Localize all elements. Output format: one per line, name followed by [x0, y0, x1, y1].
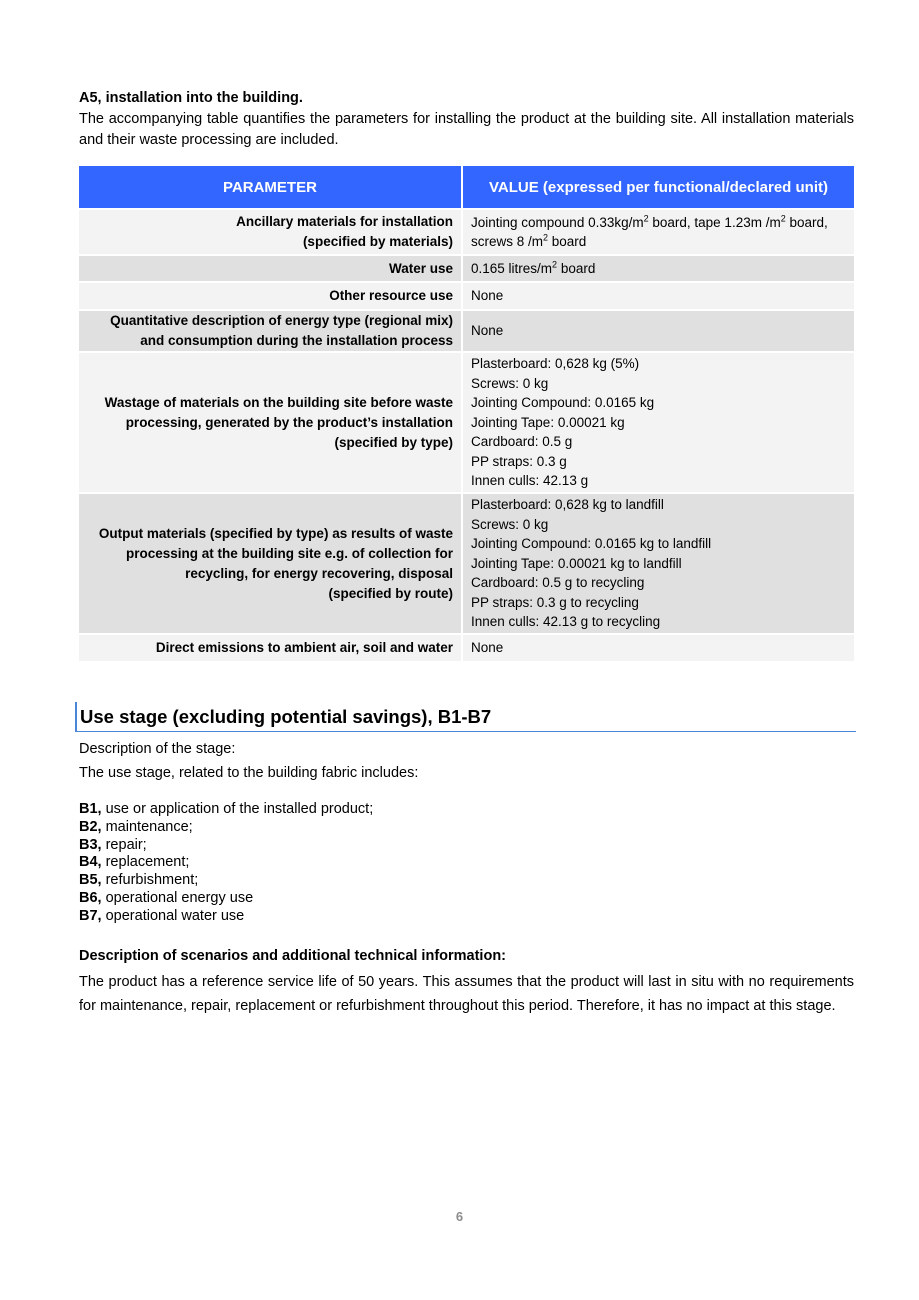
table-row — [79, 209, 854, 255]
value-line: Jointing Compound: 0.0165 kg to landfill — [471, 536, 712, 552]
value-line: Jointing Tape: 0.00021 kg — [471, 414, 625, 430]
use-stage-text: repair; — [101, 836, 147, 853]
use-stage-code: B1, — [79, 801, 102, 817]
parameter-line: Ancillary materials for installation — [236, 214, 453, 229]
parameter-cell — [79, 209, 462, 255]
value-cell — [462, 310, 854, 352]
parameter-cell — [79, 634, 462, 661]
use-stage-text: refurbishment; — [101, 872, 199, 889]
value-cell — [462, 352, 854, 493]
use-stage-code: B2, — [79, 818, 102, 835]
use-stage-code: B6, — [79, 889, 102, 906]
use-stage-code: B5, — [79, 872, 102, 889]
value-line: Cardboard: 0.5 g — [471, 434, 573, 450]
parameter-cell — [79, 282, 462, 310]
value-line: Jointing Tape: 0.00021 kg to landfill — [471, 555, 682, 571]
parameter-line: Wastage of materials on the building site before waste — [104, 394, 453, 410]
use-stage-item — [79, 819, 373, 837]
table-row — [79, 255, 854, 282]
parameter-cell — [79, 310, 462, 352]
value-line: None — [471, 640, 504, 656]
value-line: Cardboard: 0.5 g to recycling — [471, 575, 645, 591]
value-cell — [462, 493, 854, 634]
parameter-cell — [79, 493, 462, 634]
table-row — [79, 310, 854, 352]
value-line: Innen culls: 42.13 g — [471, 473, 589, 489]
scenarios-text: The product has a reference service life of 50 years. This assumes that the product will last in situ with no requirements for maintenance, repair, replacement or refurbishment throughout this period. Therefore, it has no impact at this stage. — [79, 974, 854, 1014]
use-stage-desc-label: Description of the stage: — [79, 741, 236, 757]
parameter-line: Direct emissions to ambient air, soil and water — [155, 640, 453, 655]
parameter-line: processing at the building site e.g. of collection for — [125, 545, 453, 561]
parameter-line: Other resource use — [329, 288, 453, 303]
parameter-cell — [79, 352, 462, 493]
installation-parameters-table — [79, 166, 854, 661]
value-line: Jointing Compound: 0.0165 kg — [471, 395, 655, 411]
value-line: Innen culls: 42.13 g to recycling — [471, 614, 661, 630]
value-line: Screws: 0 kg — [471, 375, 549, 391]
value-cell — [462, 282, 854, 310]
section-a5-heading: A5, installation into the building. — [79, 90, 303, 106]
table-row — [79, 493, 854, 634]
value-line: PP straps: 0.3 g to recycling — [471, 594, 639, 610]
use-stage-text: operational energy use — [101, 889, 254, 906]
use-stage-code: B7, — [79, 907, 102, 924]
table-row — [79, 282, 854, 310]
use-stage-item — [79, 854, 373, 872]
value-line: 0.165 litres/$m^2$ board — [471, 259, 596, 276]
table-body — [79, 209, 854, 661]
page-number: 6 — [455, 1209, 464, 1224]
parameter-line: and consumption during the installation process — [140, 333, 453, 348]
value-line: None — [471, 323, 504, 339]
parameter-line: processing, generated by the product’s installation — [125, 414, 453, 430]
parameter-line: Output materials (specified by type) as results of waste — [98, 525, 453, 541]
table-row — [79, 634, 854, 661]
use-stage-text: maintenance; — [101, 818, 193, 835]
value-cell — [462, 634, 854, 661]
use-stage-text: replacement; — [101, 854, 190, 871]
use-stage-item — [79, 801, 373, 819]
use-stage-item — [79, 837, 373, 855]
value-cell — [462, 255, 854, 282]
value-line: Jointing compound $0.33kg/m^2$ board, tape 1.23m $/m^2$ board, — [471, 213, 828, 230]
value-line: PP straps: 0.3 g — [471, 453, 567, 469]
value-line: screws 8 $/m^2$ board — [471, 232, 587, 249]
value-line: Plasterboard: 0,628 kg to landfill — [471, 497, 664, 513]
header-parameter: PARAMETER — [79, 166, 462, 209]
parameter-line: Water use — [388, 260, 453, 276]
value-line: Plasterboard: 0,628 kg (5%) — [471, 356, 640, 372]
use-stage-list — [79, 801, 373, 926]
use-stage-code: B4, — [79, 854, 102, 871]
value-line: Screws: 0 kg — [471, 516, 549, 532]
parameter-line: (specified by route) — [328, 585, 453, 601]
parameter-line: (specified by materials) — [302, 234, 453, 249]
value-cell — [462, 209, 854, 255]
parameter-line: (specified by type) — [334, 434, 453, 450]
use-stage-heading: Use stage (excluding potential savings), B1-B7 — [80, 706, 492, 727]
use-stage-desc-text: The use stage, related to the building fabric includes: — [79, 765, 419, 781]
table-row — [79, 352, 854, 493]
use-stage-text: use or application of the installed product; — [101, 801, 374, 817]
header-value: VALUE (expressed per functional/declared unit) — [462, 166, 854, 209]
use-stage-item — [79, 872, 373, 890]
value-line: None — [471, 288, 504, 304]
use-stage-item — [79, 908, 373, 926]
parameter-line: recycling, for energy recovering, disposal — [185, 565, 453, 581]
parameter-cell — [79, 255, 462, 282]
use-stage-code: B3, — [79, 836, 102, 853]
scenarios-heading: Description of scenarios and additional technical information: — [79, 948, 507, 964]
parameter-line: Quantitative description of energy type (regional mix) — [110, 313, 453, 328]
use-stage-item — [79, 890, 373, 908]
use-stage-text: operational water use — [101, 907, 245, 924]
section-a5-intro: The accompanying table quantifies the parameters for installing the product at the building site. All installation materials and their waste processing are included. — [79, 111, 854, 148]
use-stage-heading-block — [75, 702, 856, 732]
